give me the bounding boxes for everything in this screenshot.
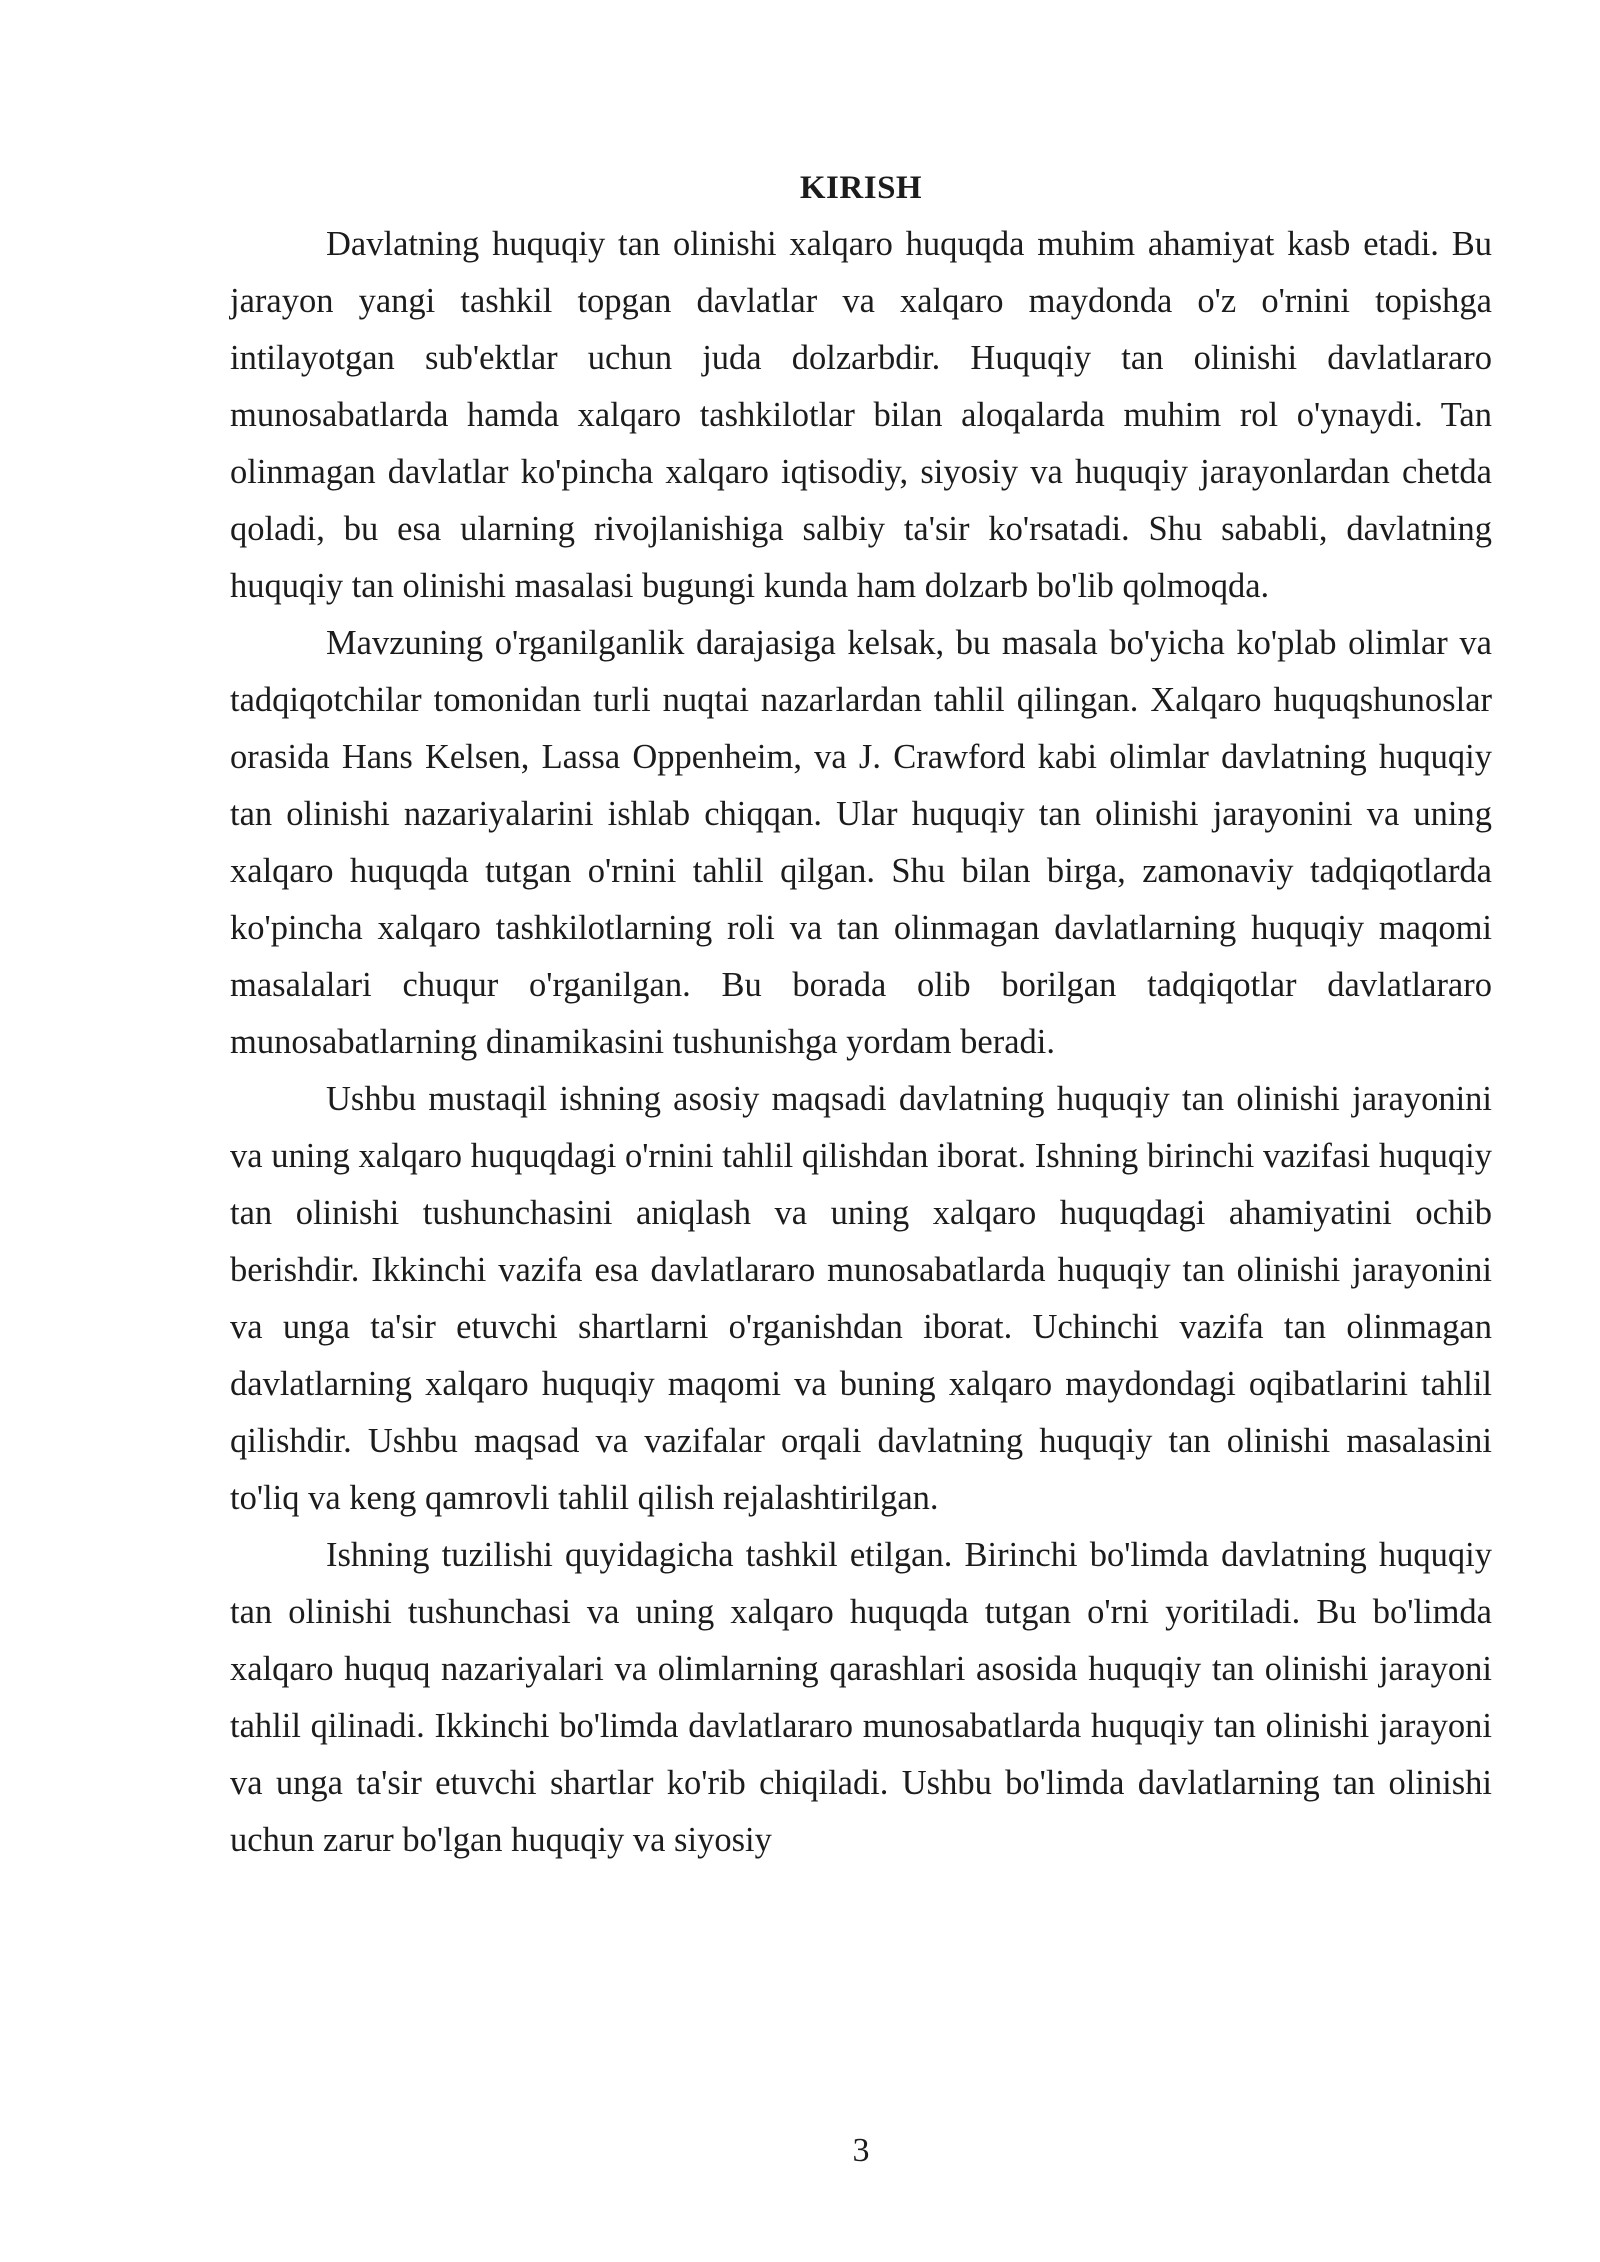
paragraph-4: Ishning tuzilishi quyidagicha tashkil etilgan. Birinchi bo'limda davlatning huquqiy tan olinishi tushunchasi va uning xalqaro huquqda tutgan o'rni yoritiladi. Bu bo'limda xalqaro huquq nazariyalari va olimlarning qarashlari asosida huquqiy tan olinishi jarayoni tahlil qilinadi. Ikkinchi bo'limda davlatlararo munosabatlarda huquqiy tan olinishi jarayoni va unga ta'sir etuvchi shartlar ko'rib chiqiladi. Ushbu bo'limda davlatlarning tan olinishi uchun zarur bo'lgan huquqiy va siyosiy xyxy=(230,1536,1492,1859)
page-number: 3 xyxy=(852,2132,870,2169)
paragraph-3: Ushbu mustaqil ishning asosiy maqsadi davlatning huquqiy tan olinishi jarayonini va uning xalqaro huquqdagi o'rnini tahlil qilishdan iborat. Ishning birinchi vazifasi huquqiy tan olinishi tushunchasini aniqlash va uning xalqaro huquqdagi ahamiyatini ochib berishdir. Ikkinchi vazifa esa davlatlararo munosabatlarda huquqiy tan olinishi jarayonini va unga ta'sir etuvchi shartlarni o'rganishdan iborat. Uchinchi vazifa tan olinmagan davlatlarning xalqaro huquqiy maqomi va buning xalqaro maydondagi oqibatlarini tahlil qilishdir. Ushbu maqsad va vazifalar orqali davlatning huquqiy tan olinishi masalasini to'liq va keng qamrovli tahlil qilish rejalashtirilgan. xyxy=(230,1080,1492,1517)
paragraph-2: Mavzuning o'rganilganlik darajasiga kelsak, bu masala bo'yicha ko'plab olimlar va tadqiqotchilar tomonidan turli nuqtai nazarlardan tahlil qilingan. Xalqaro huquqshunoslar orasida Hans Kelsen, Lassa Oppenheim, va J. Crawford kabi olimlar davlatning huquqiy tan olinishi nazariyalarini ishlab chiqqan. Ular huquqiy tan olinishi jarayonini va uning xalqaro huquqda tutgan o'rnini tahlil qilgan. Shu bilan birga, zamonaviy tadqiqotlarda ko'pincha xalqaro tashkilotlarning roli va tan olinmagan davlatlarning huquqiy maqomi masalalari chuqur o'rganilgan. Bu borada olib borilgan tadqiqotlar davlatlararo munosabatlarning dinamikasini tushunishga yordam beradi. xyxy=(230,624,1492,1061)
section-heading: KIRISH xyxy=(799,170,923,206)
page-content xyxy=(230,160,1492,1869)
paragraph-1: Davlatning huquqiy tan olinishi xalqaro huquqda muhim ahamiyat kasb etadi. Bu jarayon yangi tashkil topgan davlatlar va xalqaro maydonda o'z o'rnini topishga intilayotgan sub'ektlar uchun juda dolzarbdir. Huquqiy tan olinishi davlatlararo munosabatlarda hamda xalqaro tashkilotlar bilan aloqalarda muhim rol o'ynaydi. Tan olinmagan davlatlar ko'pincha xalqaro iqtisodiy, siyosiy va huquqiy jarayonlardan chetda qoladi, bu esa ularning rivojlanishiga salbiy ta'sir ko'rsatadi. Shu sababli, davlatning huquqiy tan olinishi masalasi bugungi kunda ham dolzarb bo'lib qolmoqda. xyxy=(230,225,1492,605)
